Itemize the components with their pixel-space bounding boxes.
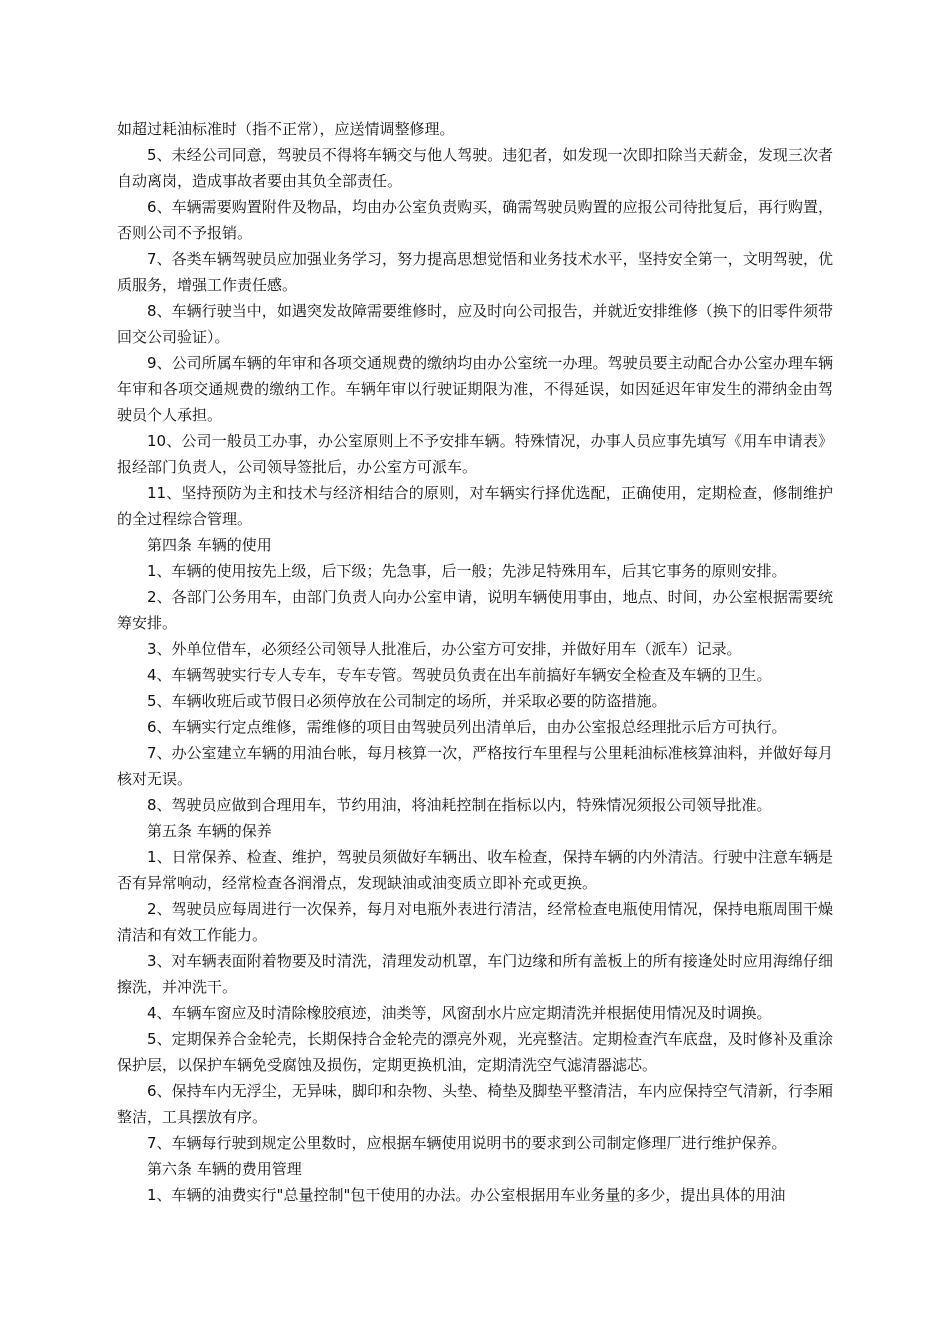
article-item: 2、各部门公务用车，由部门负责人向办公室申请，说明车辆使用事由，地点、时间，办公室根据需要统筹安排。 <box>117 588 833 632</box>
article-item: 11、坚持预防为主和技术与经济相结合的原则，对车辆实行择优选配，正确使用，定期检查，修制维护的全过程综合管理。 <box>117 484 833 528</box>
article-item: 3、外单位借车，必须经公司领导人批准后，办公室方可安排，并做好用车（派车）记录。 <box>147 640 742 658</box>
article-item: 2、驾驶员应每周进行一次保养，每月对电瓶外表进行清洁，经常检查电瓶使用情况，保持电瓶周围干燥清洁和有效工作能力。 <box>117 900 833 944</box>
article-item: 8、驾驶员应做到合理用车，节约用油，将油耗控制在指标以内，特殊情况须报公司领导批准。 <box>147 796 772 814</box>
article-item: 4、车辆车窗应及时清除橡胶痕迹，油类等，风窗刮水片应定期清洗并根据使用情况及时调换。 <box>147 1004 772 1022</box>
section-heading: 第四条 车辆的使用 <box>147 536 272 554</box>
article-item: 6、保持车内无浮尘，无异味，脚印和杂物、头垫、椅垫及脚垫平整清洁，车内应保持空气清新，行李厢整洁，工具摆放有序。 <box>117 1082 833 1126</box>
article-item: 1、车辆的油费实行"总量控制"包干使用的办法。办公室根据用车业务量的多少，提出具体的用油 <box>147 1186 786 1204</box>
section-heading: 第六条 车辆的费用管理 <box>147 1160 302 1178</box>
article-item: 9、公司所属车辆的年审和各项交通规费的缴纳均由办公室统一办理。驾驶员要主动配合办公室办理车辆年审和各项交通规费的缴纳工作。车辆年审以行驶证期限为准，不得延误，如因延迟年审发生的滞纳金由驾驶员个人承担。 <box>117 354 833 424</box>
article-item: 7、车辆每行驶到规定公里数时，应根据车辆使用说明书的要求到公司制定修理厂进行维护保养。 <box>147 1134 787 1152</box>
article-item: 3、对车辆表面附着物要及时清洗，清理发动机罩，车门边缘和所有盖板上的所有接逢处时应用海绵仔细擦洗，并冲洗干。 <box>117 952 833 996</box>
article-item: 4、车辆驾驶实行专人专车，专车专管。驾驶员负责在出车前搞好车辆安全检查及车辆的卫生。 <box>147 666 772 684</box>
article-item: 5、未经公司同意，驾驶员不得将车辆交与他人驾驶。违犯者，如发现一次即扣除当天薪金，发现三次者自动离岗，造成事故者要由其负全部责任。 <box>117 146 833 190</box>
article-item: 10、公司一般员工办事，办公室原则上不予安排车辆。特殊情况，办事人员应事先填写《用车申请表》报经部门负责人，公司领导签批后，办公室方可派车。 <box>117 432 833 476</box>
article-item: 7、各类车辆驾驶员应加强业务学习，努力提高思想觉悟和业务技术水平，坚持安全第一，文明驾驶，优质服务，增强工作责任感。 <box>117 250 833 294</box>
article-item: 6、车辆实行定点维修，需维修的项目由驾驶员列出清单后，由办公室报总经理批示后方可执行。 <box>147 718 787 736</box>
article-item: 6、车辆需要购置附件及物品，均由办公室负责购买，确需驾驶员购置的应报公司待批复后，再行购置，否则公司不予报销。 <box>117 198 833 242</box>
paragraph-continuation: 如超过耗油标准时（指不正常），应送情调整修理。 <box>117 120 455 138</box>
document-page <box>117 116 833 1208</box>
section-heading: 第五条 车辆的保养 <box>147 822 272 840</box>
article-item: 1、车辆的使用按先上级，后下级；先急事，后一般；先涉足特殊用车，后其它事务的原则安排。 <box>147 562 787 580</box>
article-item: 7、办公室建立车辆的用油台帐，每月核算一次，严格按行车里程与公里耗油标准核算油料，并做好每月核对无误。 <box>117 744 833 788</box>
article-item: 5、车辆收班后或节假日必须停放在公司制定的场所，并采取必要的防盗措施。 <box>147 692 667 710</box>
article-item: 1、日常保养、检查、维护，驾驶员须做好车辆出、收车检查，保持车辆的内外清洁。行驶中注意车辆是否有异常响动，经常检查各润滑点，发现缺油或油变质立即补充或更换。 <box>117 848 833 892</box>
article-item: 8、车辆行驶当中，如遇突发故障需要维修时，应及时向公司报告，并就近安排维修（换下的旧零件须带回交公司验证）。 <box>117 302 833 346</box>
article-item: 5、定期保养合金轮壳，长期保持合金轮壳的漂亮外观，光亮整洁。定期检查汽车底盘，及时修补及重涂保护层，以保护车辆免受腐蚀及损伤，定期更换机油，定期清洗空气滤清器滤芯。 <box>117 1030 833 1074</box>
